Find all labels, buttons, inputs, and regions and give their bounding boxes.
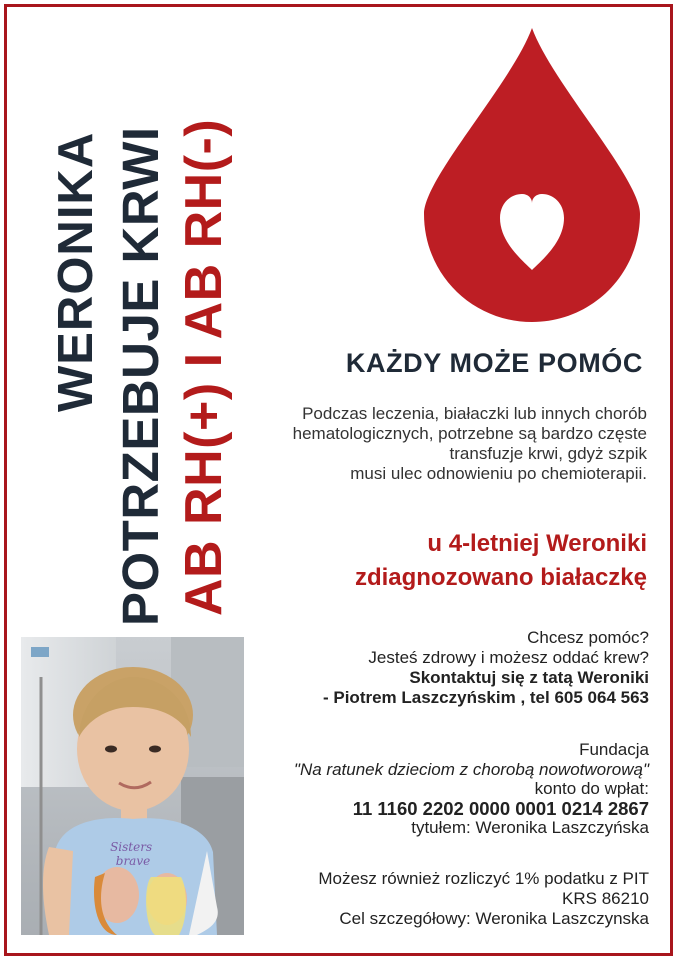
help-question: Chcesz pomóc?: [527, 628, 649, 647]
title-line-3: AB RH(+) I AB RH(-): [175, 118, 233, 616]
info-paragraph: [293, 404, 647, 484]
contact-phone: - Piotrem Laszczyńskim , tel 605 064 563: [322, 688, 649, 707]
foundation-block: [294, 740, 649, 838]
blood-drop-icon: [424, 28, 640, 322]
help-block: [323, 628, 649, 708]
contact-line: Skontaktuj się z tatą Weroniki: [409, 668, 649, 687]
main-heading: KAŻDY MOŻE POMÓC: [345, 348, 643, 378]
account-label: konto do wpłat:: [534, 779, 649, 798]
diagnosis-line: u 4-letniej Weroniki: [427, 530, 647, 557]
title-line-1: WERONIKA: [49, 131, 103, 412]
info-line: transfuzje krwi, gdyż szpik: [449, 444, 647, 463]
child-photo: [21, 637, 244, 935]
svg-text:Sisters brave: [110, 840, 156, 868]
pit-line: Możesz również rozliczyć 1% podatku z PIT: [318, 869, 649, 888]
info-line: hematologicznych, potrzebne są bardzo częste: [292, 424, 647, 443]
transfer-title: tytułem: Weronika Laszczyńska: [411, 818, 649, 837]
title-line-2: POTRZEBUJE KRWI: [112, 126, 169, 626]
info-line: Podczas leczenia, białaczki lub innych chorób: [302, 404, 647, 423]
krs-number: KRS 86210: [562, 889, 649, 908]
account-number: 11 1160 2202 0000 0001 0214 2867: [352, 797, 649, 819]
foundation-name: "Na ratunek dzieciom z chorobą nowotworową": [293, 759, 649, 779]
shirt-print-line-2: brave: [115, 854, 151, 868]
diagnosis-text: [355, 527, 647, 595]
diagnosis-line: zdiagnozowano białaczkę: [354, 564, 647, 591]
info-line: musi ulec odnowieniu po chemioterapii.: [350, 464, 647, 483]
foundation-label: Fundacja: [579, 740, 649, 759]
pit-block: [318, 869, 649, 929]
pit-goal: Cel szczegółowy: Weronika Laszczynska: [339, 909, 649, 928]
help-question-2: Jesteś zdrowy i możesz oddać krew?: [368, 648, 649, 667]
shirt-print: Sisters: [110, 840, 153, 854]
